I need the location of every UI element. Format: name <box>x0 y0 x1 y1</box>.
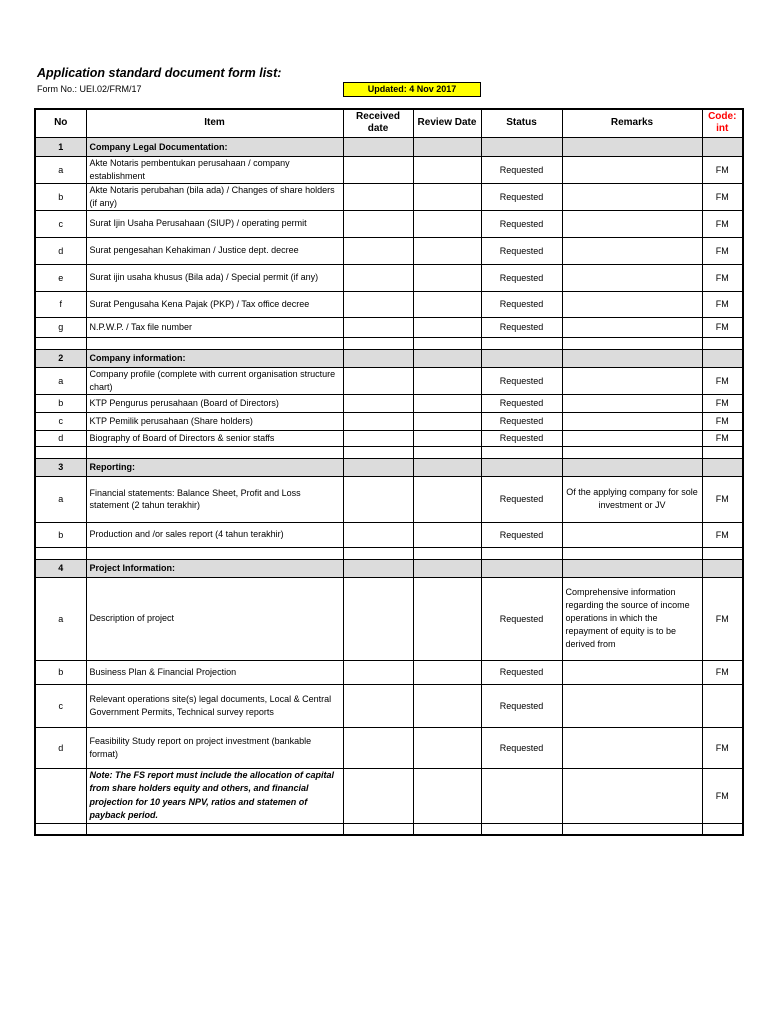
received-date-cell <box>343 522 413 547</box>
row-status: Requested <box>481 367 562 394</box>
row-letter: a <box>35 367 86 394</box>
review-date-cell <box>413 210 481 237</box>
row-letter: b <box>35 522 86 547</box>
received-date-cell <box>343 367 413 394</box>
row-code: FM <box>702 367 743 394</box>
row-remarks <box>562 210 702 237</box>
row-item: Akte Notaris perubahan (bila ada) / Changes of share holders (if any) <box>86 183 343 210</box>
row-remarks <box>562 412 702 430</box>
row-status: Requested <box>481 394 562 412</box>
table-row <box>35 430 743 446</box>
row-code: FM <box>702 210 743 237</box>
review-date-cell <box>413 684 481 727</box>
row-letter: a <box>35 156 86 183</box>
row-item: N.P.W.P. / Tax file number <box>86 317 343 337</box>
row-remarks <box>562 430 702 446</box>
row-remarks <box>562 237 702 264</box>
received-date-cell <box>343 430 413 446</box>
row-code: FM <box>702 264 743 291</box>
col-header-remarks: Remarks <box>562 109 702 137</box>
row-remarks: Of the applying company for sole investment or JV <box>562 476 702 522</box>
row-remarks: Comprehensive information regarding the source of income operations in which the repayment of equity is to be derived from <box>562 577 702 660</box>
table-row <box>35 183 743 210</box>
row-item: Description of project <box>86 577 343 660</box>
row-item: Business Plan & Financial Projection <box>86 660 343 684</box>
updated-badge: Updated: 4 Nov 2017 <box>343 82 481 97</box>
section-row <box>35 349 743 367</box>
received-date-cell <box>343 264 413 291</box>
row-item: Biography of Board of Directors & senior staffs <box>86 430 343 446</box>
review-date-cell <box>413 367 481 394</box>
row-code: FM <box>702 768 743 823</box>
col-header-no: No <box>35 109 86 137</box>
row-status: Requested <box>481 237 562 264</box>
review-date-cell <box>413 317 481 337</box>
row-remarks <box>562 684 702 727</box>
section-title: Company information: <box>86 349 343 367</box>
row-status: Requested <box>481 317 562 337</box>
table-row <box>35 291 743 317</box>
row-item: Production and /or sales report (4 tahun terakhir) <box>86 522 343 547</box>
review-date-cell <box>413 727 481 768</box>
review-date-cell <box>413 476 481 522</box>
row-status: Requested <box>481 183 562 210</box>
row-code: FM <box>702 412 743 430</box>
received-date-cell <box>343 156 413 183</box>
section-title: Company Legal Documentation: <box>86 137 343 156</box>
row-code: FM <box>702 476 743 522</box>
row-code <box>702 684 743 727</box>
document-table <box>34 108 744 836</box>
row-status: Requested <box>481 412 562 430</box>
row-item: Feasibility Study report on project investment (bankable format) <box>86 727 343 768</box>
table-row <box>35 317 743 337</box>
received-date-cell <box>343 684 413 727</box>
row-status: Requested <box>481 430 562 446</box>
section-number: 4 <box>35 559 86 577</box>
row-letter: d <box>35 237 86 264</box>
table-row <box>35 727 743 768</box>
row-code: FM <box>702 156 743 183</box>
review-date-cell <box>413 394 481 412</box>
received-date-cell <box>343 183 413 210</box>
row-remarks <box>562 156 702 183</box>
header-row <box>35 109 743 137</box>
row-letter: b <box>35 394 86 412</box>
row-letter: c <box>35 210 86 237</box>
table-row <box>35 412 743 430</box>
row-letter: f <box>35 291 86 317</box>
review-date-cell <box>413 577 481 660</box>
row-letter: a <box>35 476 86 522</box>
review-date-cell <box>413 183 481 210</box>
row-status: Requested <box>481 577 562 660</box>
row-item: Relevant operations site(s) legal documents, Local & Central Government Permits, Technical survey reports <box>86 684 343 727</box>
row-status: Requested <box>481 727 562 768</box>
table-row <box>35 522 743 547</box>
table-row <box>35 577 743 660</box>
table-row <box>35 660 743 684</box>
section-row <box>35 458 743 476</box>
row-letter: d <box>35 430 86 446</box>
row-code: FM <box>702 394 743 412</box>
row-remarks <box>562 367 702 394</box>
table-row <box>35 394 743 412</box>
received-date-cell <box>343 394 413 412</box>
row-remarks <box>562 394 702 412</box>
row-status: Requested <box>481 660 562 684</box>
fs-report-note: Note: The FS report must include the allocation of capital from share holders equity and others, and financial projection for 10 years NPV, ratios and statemen of payback period. <box>86 768 343 823</box>
row-code: FM <box>702 237 743 264</box>
col-header-code: Code: int <box>702 109 743 137</box>
row-item: Surat Pengusaha Kena Pajak (PKP) / Tax office decree <box>86 291 343 317</box>
row-remarks <box>562 264 702 291</box>
review-date-cell <box>413 237 481 264</box>
col-header-status: Status <box>481 109 562 137</box>
row-code: FM <box>702 183 743 210</box>
table-row <box>35 367 743 394</box>
row-item: Akte Notaris pembentukan perusahaan / company establishment <box>86 156 343 183</box>
review-date-cell <box>413 156 481 183</box>
row-remarks <box>562 291 702 317</box>
row-status: Requested <box>481 264 562 291</box>
row-status: Requested <box>481 210 562 237</box>
row-code: FM <box>702 430 743 446</box>
col-header-received-date: Received date <box>343 109 413 137</box>
row-letter: b <box>35 660 86 684</box>
row-status: Requested <box>481 522 562 547</box>
row-letter: d <box>35 727 86 768</box>
spacer-row <box>35 823 743 835</box>
review-date-cell <box>413 522 481 547</box>
note-row <box>35 768 743 823</box>
table-row <box>35 264 743 291</box>
row-letter: b <box>35 183 86 210</box>
section-number: 2 <box>35 349 86 367</box>
row-code: FM <box>702 317 743 337</box>
row-status: Requested <box>481 476 562 522</box>
received-date-cell <box>343 577 413 660</box>
section-title: Reporting: <box>86 458 343 476</box>
spacer-row <box>35 547 743 559</box>
col-header-item: Item <box>86 109 343 137</box>
table-row <box>35 156 743 183</box>
row-letter: a <box>35 577 86 660</box>
received-date-cell <box>343 317 413 337</box>
row-item: Surat ijin usaha khusus (Bila ada) / Special permit (if any) <box>86 264 343 291</box>
row-remarks <box>562 522 702 547</box>
received-date-cell <box>343 727 413 768</box>
row-status: Requested <box>481 684 562 727</box>
table-row <box>35 476 743 522</box>
row-item: Financial statements: Balance Sheet, Profit and Loss statement (2 tahun terakhir) <box>86 476 343 522</box>
table-row <box>35 684 743 727</box>
spacer-row <box>35 337 743 349</box>
row-code: FM <box>702 660 743 684</box>
received-date-cell <box>343 412 413 430</box>
section-title: Project Information: <box>86 559 343 577</box>
received-date-cell <box>343 291 413 317</box>
row-code: FM <box>702 727 743 768</box>
row-item: Surat Ijin Usaha Perusahaan (SIUP) / operating permit <box>86 210 343 237</box>
review-date-cell <box>413 660 481 684</box>
section-number: 3 <box>35 458 86 476</box>
received-date-cell <box>343 660 413 684</box>
row-code: FM <box>702 291 743 317</box>
form-number: Form No.: UEI.02/FRM/17 <box>37 84 142 94</box>
row-item: KTP Pengurus perusahaan (Board of Directors) <box>86 394 343 412</box>
row-item: KTP Pemilik perusahaan (Share holders) <box>86 412 343 430</box>
review-date-cell <box>413 291 481 317</box>
row-code: FM <box>702 522 743 547</box>
row-item: Surat pengesahan Kehakiman / Justice dept. decree <box>86 237 343 264</box>
section-row <box>35 137 743 156</box>
row-letter: e <box>35 264 86 291</box>
row-letter: g <box>35 317 86 337</box>
row-remarks <box>562 317 702 337</box>
review-date-cell <box>413 412 481 430</box>
review-date-cell <box>413 264 481 291</box>
col-header-review-date: Review Date <box>413 109 481 137</box>
review-date-cell <box>413 430 481 446</box>
received-date-cell <box>343 237 413 264</box>
row-letter: c <box>35 684 86 727</box>
table-row <box>35 237 743 264</box>
section-number: 1 <box>35 137 86 156</box>
row-status: Requested <box>481 291 562 317</box>
spacer-row <box>35 446 743 458</box>
row-item: Company profile (complete with current organisation structure chart) <box>86 367 343 394</box>
row-remarks <box>562 727 702 768</box>
received-date-cell <box>343 476 413 522</box>
row-remarks <box>562 183 702 210</box>
row-status: Requested <box>481 156 562 183</box>
section-row <box>35 559 743 577</box>
received-date-cell <box>343 210 413 237</box>
row-code: FM <box>702 577 743 660</box>
row-letter: c <box>35 412 86 430</box>
row-remarks <box>562 660 702 684</box>
document-title: Application standard document form list: <box>37 66 282 80</box>
table-row <box>35 210 743 237</box>
